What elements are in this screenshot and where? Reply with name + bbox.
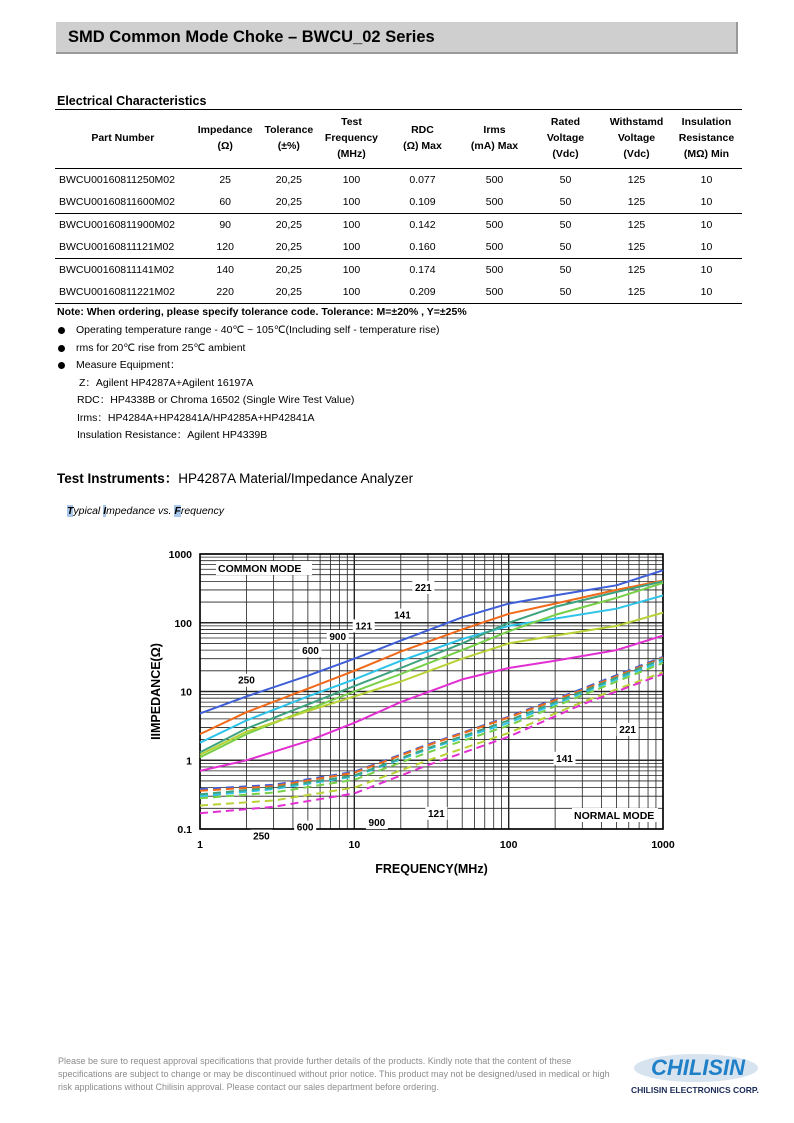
table-cell: 100 — [342, 286, 361, 298]
table-cell: 10 — [700, 174, 713, 186]
table-cell: 0.209 — [409, 286, 436, 298]
table-cell: 0.109 — [409, 196, 436, 208]
table-cell: 100 — [342, 264, 361, 276]
table-cell: 50 — [559, 264, 572, 276]
caption-part: requency — [180, 505, 225, 517]
equipment-insulation: Insulation Resistance：Agilent HP4339B — [77, 429, 268, 441]
bullet-text: Operating temperature range - 40℃ ~ 105℃(Including self - temperature rise) — [76, 324, 440, 336]
x-tick-label: 1000 — [651, 839, 675, 851]
logo-wordmark: CHILISIN — [650, 1055, 746, 1080]
column-header-line: Resistance — [678, 132, 735, 144]
table-cell: 10 — [700, 286, 713, 298]
callout-label-141: 141 — [394, 610, 411, 622]
table-cell: 500 — [485, 219, 504, 231]
y-tick-label: 0.1 — [177, 824, 192, 836]
table-cell: 100 — [342, 241, 361, 253]
table-cell: 125 — [627, 196, 646, 208]
y-tick-label: 1 — [186, 755, 192, 768]
table-cell: 125 — [627, 286, 646, 298]
table-cell: 125 — [627, 174, 646, 186]
test-instruments-value: HP4287A Material/Impedance Analyzer — [178, 471, 414, 486]
column-header-line: Voltage — [617, 132, 656, 144]
table-cell: 100 — [342, 196, 361, 208]
column-header-line: (MΩ) Min — [683, 148, 730, 160]
column-header-line: Test — [341, 116, 362, 128]
table-cell: 100 — [342, 174, 361, 186]
callout-label-900: 900 — [368, 818, 386, 830]
column-header-line: Withstamd — [609, 116, 664, 128]
y-axis-label: IIMPEDANCE(Ω) — [149, 643, 163, 740]
test-instruments-label: Test Instruments： — [57, 471, 179, 486]
table-cell: 20,25 — [275, 219, 302, 231]
table-cell: 125 — [627, 241, 646, 253]
column-header-line: (Ω) Max — [403, 140, 442, 152]
table-cell: 0.160 — [409, 241, 436, 253]
x-tick-label: 100 — [499, 839, 518, 851]
column-header-line: (mA) Max — [470, 140, 519, 152]
company-name: CHILISIN ELECTRONICS CORP. — [631, 1085, 759, 1095]
table-cell: 220 — [216, 286, 234, 298]
x-tick-label: 1 — [197, 839, 203, 851]
table-cell: 500 — [485, 241, 504, 253]
callout-label-221: 221 — [619, 724, 636, 736]
table-cell: 20,25 — [275, 174, 302, 186]
ordering-note: Note: When ordering, please specify tolerance code. Tolerance: M=±20% , Y=±25% — [57, 306, 467, 318]
table-cell: 50 — [559, 219, 572, 231]
table-cell: 90 — [219, 219, 232, 231]
table-cell: 100 — [342, 219, 361, 231]
callout-label-250: 250 — [238, 675, 255, 687]
table-cell: 20,25 — [275, 286, 302, 298]
table-cell: 50 — [559, 241, 572, 253]
equipment-rdc: RDC：HP4338B or Chroma 16502 (Single Wire Test Value) — [77, 394, 355, 406]
table-cell: 500 — [485, 174, 504, 186]
column-header-line: Irms — [483, 124, 506, 136]
caption-part: mpedance vs. — [106, 505, 175, 517]
table-cell: 50 — [559, 286, 572, 298]
bullet-text: rms for 20℃ rise from 25℃ ambient — [76, 341, 246, 354]
table-cell: 60 — [219, 196, 232, 208]
bullet-text: Measure Equipment： — [76, 359, 181, 371]
caption-part: ypical — [73, 505, 104, 517]
table-cell: 0.077 — [409, 174, 436, 186]
column-header-line: Tolerance — [264, 124, 314, 136]
y-tick-label: 100 — [174, 617, 192, 630]
table-cell: BWCU00160811600M02 — [59, 196, 175, 208]
table-cell: 0.142 — [409, 219, 436, 231]
column-header-line: (Vdc) — [552, 148, 579, 160]
callout-label-600: 600 — [296, 822, 314, 834]
caption-initial-t: T — [67, 505, 74, 517]
callout-label-600: 600 — [302, 646, 319, 658]
table-cell: 20,25 — [275, 241, 302, 253]
callout-label-900: 900 — [329, 632, 347, 644]
table-cell: 500 — [485, 264, 504, 276]
document-title: SMD Common Mode Choke – BWCU_02 Series — [68, 28, 435, 46]
column-header-line: (MHz) — [337, 148, 366, 160]
table-cell: BWCU00160811141M02 — [59, 264, 175, 276]
column-header-line: (Vdc) — [623, 148, 650, 160]
callout-label-141: 141 — [556, 753, 573, 765]
table-cell: BWCU00160811121M02 — [59, 241, 175, 253]
table-cell: 500 — [485, 286, 504, 298]
equipment-z: Z：Agilent HP4287A+Agilent 16197A — [79, 376, 254, 389]
table-cell: 0.174 — [409, 264, 436, 276]
footer-disclaimer: Please be sure to request approval specifications that provide further details of the products. Kindly note that the content of these specifications are subject to change or may be discontinued without prior notice. This product may not be designed/used in medical or high risk applications without Chilisin approval. Please contact our sales department before ordering. — [58, 1056, 610, 1092]
column-header-line: RDC — [411, 124, 434, 136]
column-header-line: Impedance — [197, 124, 253, 136]
table-cell: BWCU00160811250M02 — [59, 174, 175, 186]
table-cell: 125 — [627, 264, 646, 276]
table-cell: 120 — [216, 241, 234, 253]
caption-initial-f: F — [174, 505, 181, 517]
table-cell: BWCU00160811221M02 — [59, 286, 175, 298]
table-cell: 25 — [219, 174, 232, 186]
table-cell: 140 — [216, 264, 234, 276]
column-header-line: (Ω) — [217, 140, 233, 152]
table-cell: 20,25 — [275, 196, 302, 208]
table-cell: 10 — [700, 241, 713, 253]
table-cell: 10 — [700, 264, 713, 276]
y-tick-label: 10 — [180, 686, 192, 699]
x-tick-label: 10 — [348, 839, 361, 851]
caption-initial-i: I — [103, 505, 107, 517]
column-header-line: Part Number — [91, 132, 155, 144]
table-cell: 125 — [627, 219, 646, 231]
column-header-line: Voltage — [546, 132, 585, 144]
callout-label-250: 250 — [253, 831, 270, 843]
column-header-line: Frequency — [324, 132, 379, 144]
callout-label-121: 121 — [428, 808, 445, 820]
section-title: Electrical Characteristics — [57, 94, 207, 108]
chart-label: COMMON MODE — [218, 563, 302, 575]
equipment-irms: Irms：HP4284A+HP42841A/HP4285A+HP42841A — [77, 411, 315, 424]
table-cell: 500 — [485, 196, 504, 208]
table-cell: 20,25 — [275, 264, 302, 276]
x-axis-label: FREQUENCY(MHz) — [375, 862, 488, 876]
table-cell: BWCU00160811900M02 — [59, 219, 175, 231]
table-cell: 50 — [559, 196, 572, 208]
callout-label-221: 221 — [415, 582, 432, 594]
callout-label-121: 121 — [355, 621, 373, 633]
y-tick-label: 1000 — [168, 549, 192, 561]
column-header-line: Insulation — [681, 116, 732, 128]
chart-label: NORMAL MODE — [574, 810, 655, 822]
table-cell: 10 — [700, 219, 713, 231]
table-cell: 10 — [700, 196, 713, 208]
column-header-line: (±%) — [277, 140, 300, 152]
table-cell: 50 — [559, 174, 572, 186]
column-header-line: Rated — [550, 116, 581, 128]
